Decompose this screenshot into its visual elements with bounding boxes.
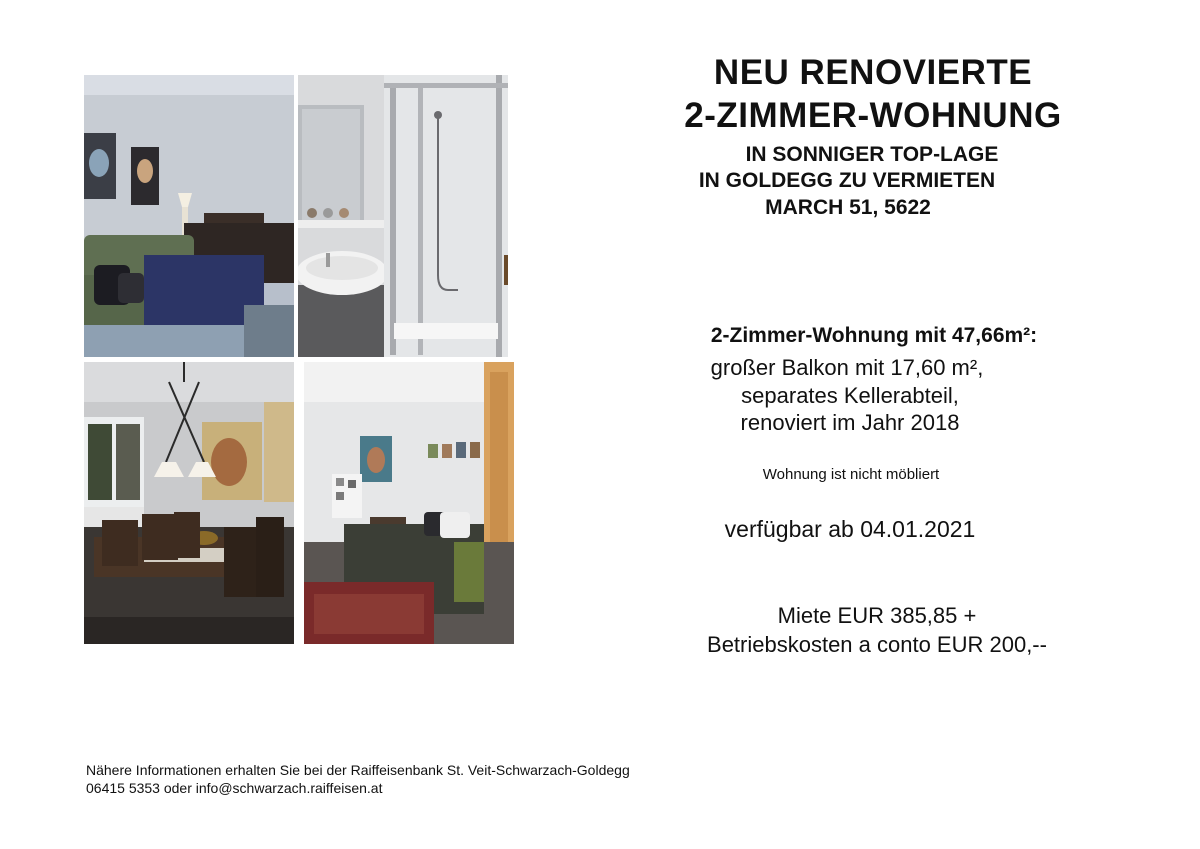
rent-line-1: Miete EUR 385,85 +	[777, 603, 977, 628]
contact-phone-email: 06415 5353 oder info@schwarzach.raiffeisen.at	[86, 780, 383, 796]
rent-line-2: Betriebskosten a conto EUR 200,--	[707, 632, 1047, 657]
details-balcony: großer Balkon mit 17,60 m²,	[710, 355, 984, 380]
photo-living-room	[84, 75, 294, 357]
photo-dining-room	[84, 362, 294, 644]
headline-line-5: MARCH 51, 5622	[765, 196, 931, 219]
headline-line-2: 2-ZIMMER-WOHNUNG	[684, 96, 1062, 135]
headline-line-1: NEU RENOVIERTE	[713, 53, 1033, 92]
photo-bathroom	[298, 75, 508, 357]
availability-date: verfügbar ab 04.01.2021	[724, 516, 976, 542]
details-title: 2-Zimmer-Wohnung mit 47,66m²:	[710, 324, 1038, 347]
contact-info-line: Nähere Informationen erhalten Sie bei der Raiffeisenbank St. Veit-Schwarzach-Goldegg	[86, 762, 630, 778]
furnishing-note: Wohnung ist nicht möbliert	[762, 466, 940, 483]
details-cellar: separates Kellerabteil,	[741, 383, 959, 408]
details-renovated: renoviert im Jahr 2018	[740, 410, 960, 435]
headline-line-3: IN SONNIGER TOP-LAGE	[745, 143, 999, 166]
photo-bedroom	[304, 362, 514, 644]
headline-line-4: IN GOLDEGG ZU VERMIETEN	[698, 169, 996, 192]
